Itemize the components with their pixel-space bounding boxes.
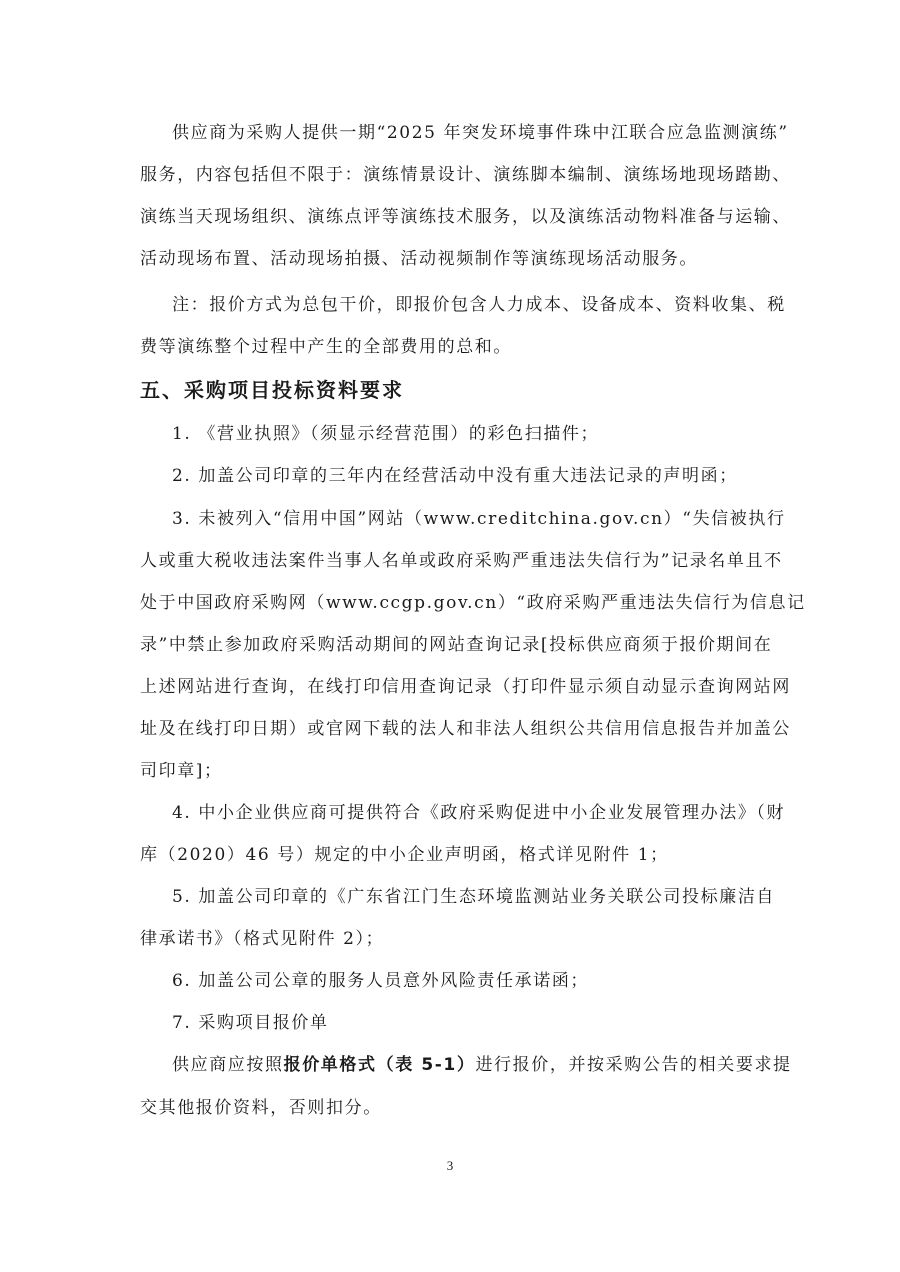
requirement-5-line-1: 5. 加盖公司印章的《广东省江门生态环境监测站业务关联公司投标廉洁自 [172, 887, 776, 907]
service-paragraph-line-1: 供应商为采购人提供一期“2025 年突发环境事件珠中江联合应急监测演练” [172, 123, 789, 143]
requirement-3-line-6: 址及在线打印日期）或官网下载的法人和非法人组织公共信用信息报告并加盖公 [140, 719, 791, 739]
note-paragraph-line-1: 注：报价方式为总包干价，即报价包含人力成本、设备成本、资料收集、税 [172, 295, 786, 315]
service-paragraph-line-3: 演练当天现场组织、演练点评等演练技术服务，以及演练活动物料准备与运输、 [140, 207, 791, 227]
note-paragraph-line-2: 费等演练整个过程中产生的全部费用的总和。 [140, 337, 512, 357]
requirement-5-line-2: 律承诺书》（格式见附件 2）； [140, 929, 385, 949]
closing-paragraph-line-2: 交其他报价资料，否则扣分。 [140, 1098, 382, 1118]
requirement-4-line-1: 4. 中小企业供应商可提供符合《政府采购促进中小企业发展管理办法》（财 [172, 803, 786, 823]
requirement-3-line-2: 人或重大税收违法案件当事人名单或政府采购严重违法失信行为”记录名单且不 [140, 551, 783, 571]
closing-paragraph-line-1 [172, 1053, 792, 1077]
requirement-2: 2. 加盖公司印章的三年内在经营活动中没有重大违法记录的声明函； [172, 466, 738, 486]
service-paragraph-line-4: 活动现场布置、活动现场拍摄、活动视频制作等演练现场活动服务。 [140, 249, 698, 269]
requirement-3-line-1: 3. 未被列入“信用中国”网站（www.creditchina.gov.cn）“失信被执行 [172, 509, 786, 529]
service-paragraph-line-2: 服务，内容包括但不限于：演练情景设计、演练脚本编制、演练场地现场踏勘、 [140, 165, 791, 185]
requirement-6: 6. 加盖公司公章的服务人员意外风险责任承诺函； [172, 971, 590, 991]
requirement-3-line-4: 录”中禁止参加政府采购活动期间的网站查询记录[投标供应商须于报价期间在 [140, 635, 773, 655]
requirement-4-line-2: 库（2020）46 号）规定的中小企业声明函，格式详见附件 1； [140, 845, 669, 865]
requirement-3-line-7: 司印章]； [140, 761, 223, 781]
requirement-1: 1. 《营业执照》（须显示经营范围）的彩色扫描件； [172, 424, 600, 444]
closing-prefix: 供应商应按照 [172, 1055, 284, 1075]
requirement-3-line-3: 处于中国政府采购网（www.ccgp.gov.cn）“政府采购严重违法失信行为信息记 [140, 593, 806, 613]
requirement-7: 7. 采购项目报价单 [172, 1013, 329, 1033]
closing-suffix: 进行报价，并按采购公告的相关要求提 [475, 1055, 792, 1075]
quote-format-reference: 报价单格式（表 5-1） [283, 1055, 476, 1075]
section-heading: 五、采购项目投标资料要求 [140, 378, 404, 402]
requirement-3-line-5: 上述网站进行查询，在线打印信用查询记录（打印件显示须自动显示查询网站网 [140, 677, 791, 697]
page-number: 3 [446, 1158, 454, 1173]
